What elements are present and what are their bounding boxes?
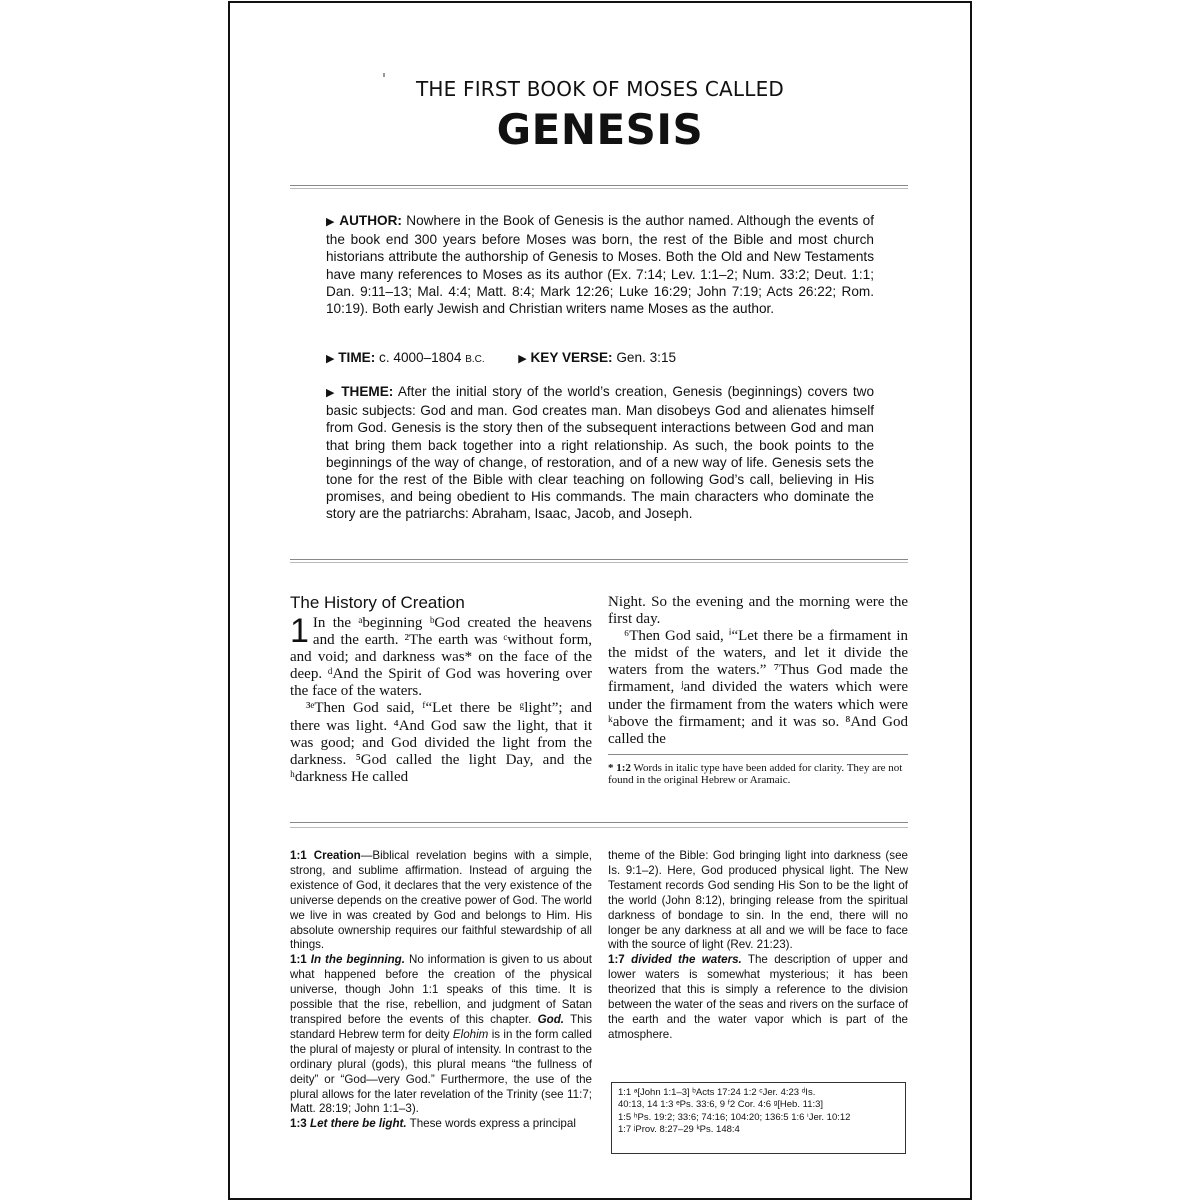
theme-label: THEME: [341, 384, 394, 399]
note-text: The description of upper and lower waters is somewhat mysterious; it has been theorized that this is simply a reference to the division between the water of the seas and rivers on the surface of the earth and the water vapor which is part of the atmosphere. [608, 953, 908, 1041]
bullet-arrow-icon: ▶ [326, 216, 335, 228]
book-title: GENESIS [496, 105, 704, 154]
author-paragraph [326, 212, 874, 317]
note-text: —Biblical revelation begins with a simple, strong, and sublime affirmation. Instead of arguing the existence of God, it declares that the very existence of the universe depends on the creative power of God. The world we live in was created by God and belongs to Him. His absolute ownership requires our faithful stewardship of all things. [290, 849, 592, 952]
chapter-number: 1 [290, 612, 309, 650]
theme-paragraph [326, 383, 874, 523]
keyverse-label: KEY VERSE: [530, 350, 613, 365]
mid-divider [290, 559, 908, 563]
book-subtitle: THE FIRST BOOK OF MOSES CALLED [415, 77, 785, 101]
bible-page [228, 1, 972, 1200]
note-ref: 1:1 [290, 849, 307, 862]
note-ref: 1:3 [290, 1117, 307, 1131]
note-term-italic: Elohim [452, 1027, 489, 1041]
crossref-line: 40:13, 14 1:3 ᵉPs. 33:6, 9 ᶠ2 Cor. 4:6 ᵍ[Heb. 11:3] [618, 1099, 824, 1111]
notes-left-column [290, 849, 592, 1132]
study-note-continued: theme of the Bible: God bringing light into darkness (see Is. 9:1–2). Here, God produced physical light. The New Testament records God sending His Son to be the light of the world (John 8:12), bringing release from the spiritual darkness of bondage to sin. In the end, there will no longer be any darkness at all and we will be face to face with the source of light (Rev. 21:23). [608, 849, 908, 952]
study-note [608, 953, 908, 1042]
notes-right-column [608, 849, 908, 1043]
time-era: B.C. [465, 354, 485, 365]
bullet-arrow-icon: ▶ [518, 353, 527, 365]
note-ref: 1:1 [290, 953, 307, 967]
crossref-line: 1:7 ʲProv. 8:27–29 ᵏPs. 148:4 [618, 1123, 740, 1135]
study-note [290, 1117, 592, 1132]
verse-paragraph: Night. So the evening and the morning were the first day. [608, 594, 908, 628]
verse-paragraph [290, 612, 592, 700]
author-text: Nowhere in the Book of Genesis is the author named. Although the events of the book end 300 years before Moses was born, the rest of the Bible and most church historians attribute the authorship of Genesis to Moses. Both the Old and New Testaments have many references to Moses as its author (Ex. 7:14; Lev. 1:1–2; Num. 33:2; Deut. 1:1; Dan. 9:11–13; Mal. 4:4; Matt. 8:4; Mark 12:26; Luke 16:29; John 7:19; Acts 26:22; Rom. 10:19). Both early Jewish and Christian writers name Moses as the author. [326, 213, 874, 317]
time-keyverse-line [326, 349, 874, 368]
note-ref: 1:7 [608, 953, 625, 967]
translation-footnote [608, 762, 908, 786]
time-text: c. 4000–1804 [379, 350, 462, 365]
note-text: is in the form called the plural of majesty or plural of intensity. In contrast to the ordinary plural (gods), this plural means “the fullness of deity” or “God—very God.” Furthermore, the use of the plural allows for the later revelation of the Trinity (see 11:7; Matt. 28:19; John 1:1–3). [290, 1027, 592, 1116]
crossref-line: 1:1 ᵃ[John 1:1–3] ᵇActs 17:24 1:2 ᶜJer. 4:23 ᵈIs. [618, 1087, 816, 1098]
verse-paragraph: ³ᵉThen God said, ᶠ“Let there be ᵍlight”; and there was light. ⁴And God saw the light, that it was good; and God divided the light from the darkness. ⁵God called the light Day, and the ʰdarkness He called [290, 700, 592, 785]
note-term: divided the waters. [631, 953, 742, 967]
keyverse-text: Gen. 3:15 [616, 350, 677, 365]
note-term: In the beginning. [310, 953, 405, 967]
note-text: This standard Hebrew term for deity [290, 1012, 592, 1041]
footnote-text: Words in italic type have been added for clarity. They are not found in the original Hebrew or Aramaic. [608, 762, 903, 786]
footnote-ref: * 1:2 [608, 762, 631, 774]
notes-divider [290, 822, 908, 828]
section-heading: The History of Creation [290, 593, 465, 612]
note-term: God. [537, 1012, 565, 1026]
scripture-left-column [290, 612, 592, 786]
time-label: TIME: [338, 350, 376, 365]
top-divider [290, 185, 908, 189]
scripture-right-column [608, 594, 908, 748]
note-term: Let there be light. [310, 1117, 407, 1131]
study-note [290, 849, 592, 953]
verse-text: In the ᵃbeginning ᵇGod created the heavens and the earth. ²The earth was ᶜwithout form, and void; and darkness was* on the face of the deep. ᵈAnd the Spirit of God was hovering over the face of the waters. [290, 615, 592, 700]
footnote-divider [608, 754, 908, 755]
note-text: No information is given to us about what happened before the creation of the physical universe, though John 1:1 speaks of this time. It is possible that the rise, rebellion, and judgment of Satan transpired before the events of this chapter. [290, 953, 592, 1026]
bullet-arrow-icon: ▶ [326, 353, 335, 365]
cross-reference-box [611, 1082, 906, 1154]
theme-text: After the initial story of the world’s creation, Genesis (beginnings) covers two basic subjects: God and man. God creates man. Man disobeys God and alienates himself from God. Genesis is the story then of the subsequent interactions between God and man that bring them back together into a right relationship. As such, the book points to the beginnings of the way of change, of restoration, and of a new way of life. Genesis sets the tone for the rest of the Bible with clear teaching on following God’s call, believing in His promises, and being obedient to His commands. The main characters who dominate the story are the patriarchs: Abraham, Isaac, Jacob, and Joseph. [326, 384, 875, 522]
note-text: These words express a principal [409, 1117, 576, 1131]
bullet-arrow-icon: ▶ [326, 387, 336, 399]
author-label: AUTHOR: [339, 213, 402, 228]
study-note [290, 953, 592, 1117]
crossref-line: 1:5 ʰPs. 19:2; 33:6; 74:16; 104:20; 136:5 1:6 ⁱJer. 10:12 [618, 1111, 851, 1123]
verse-paragraph: ⁶Then God said, ⁱ“Let there be a firmament in the midst of the waters, and let it divide the waters from the waters.” ⁷Thus God made the firmament, ʲand divided the waters which were under the firmament from the waters which were ᵏabove the firmament; and it was so. ⁸And God called the [608, 628, 908, 747]
note-term: Creation [313, 849, 361, 862]
